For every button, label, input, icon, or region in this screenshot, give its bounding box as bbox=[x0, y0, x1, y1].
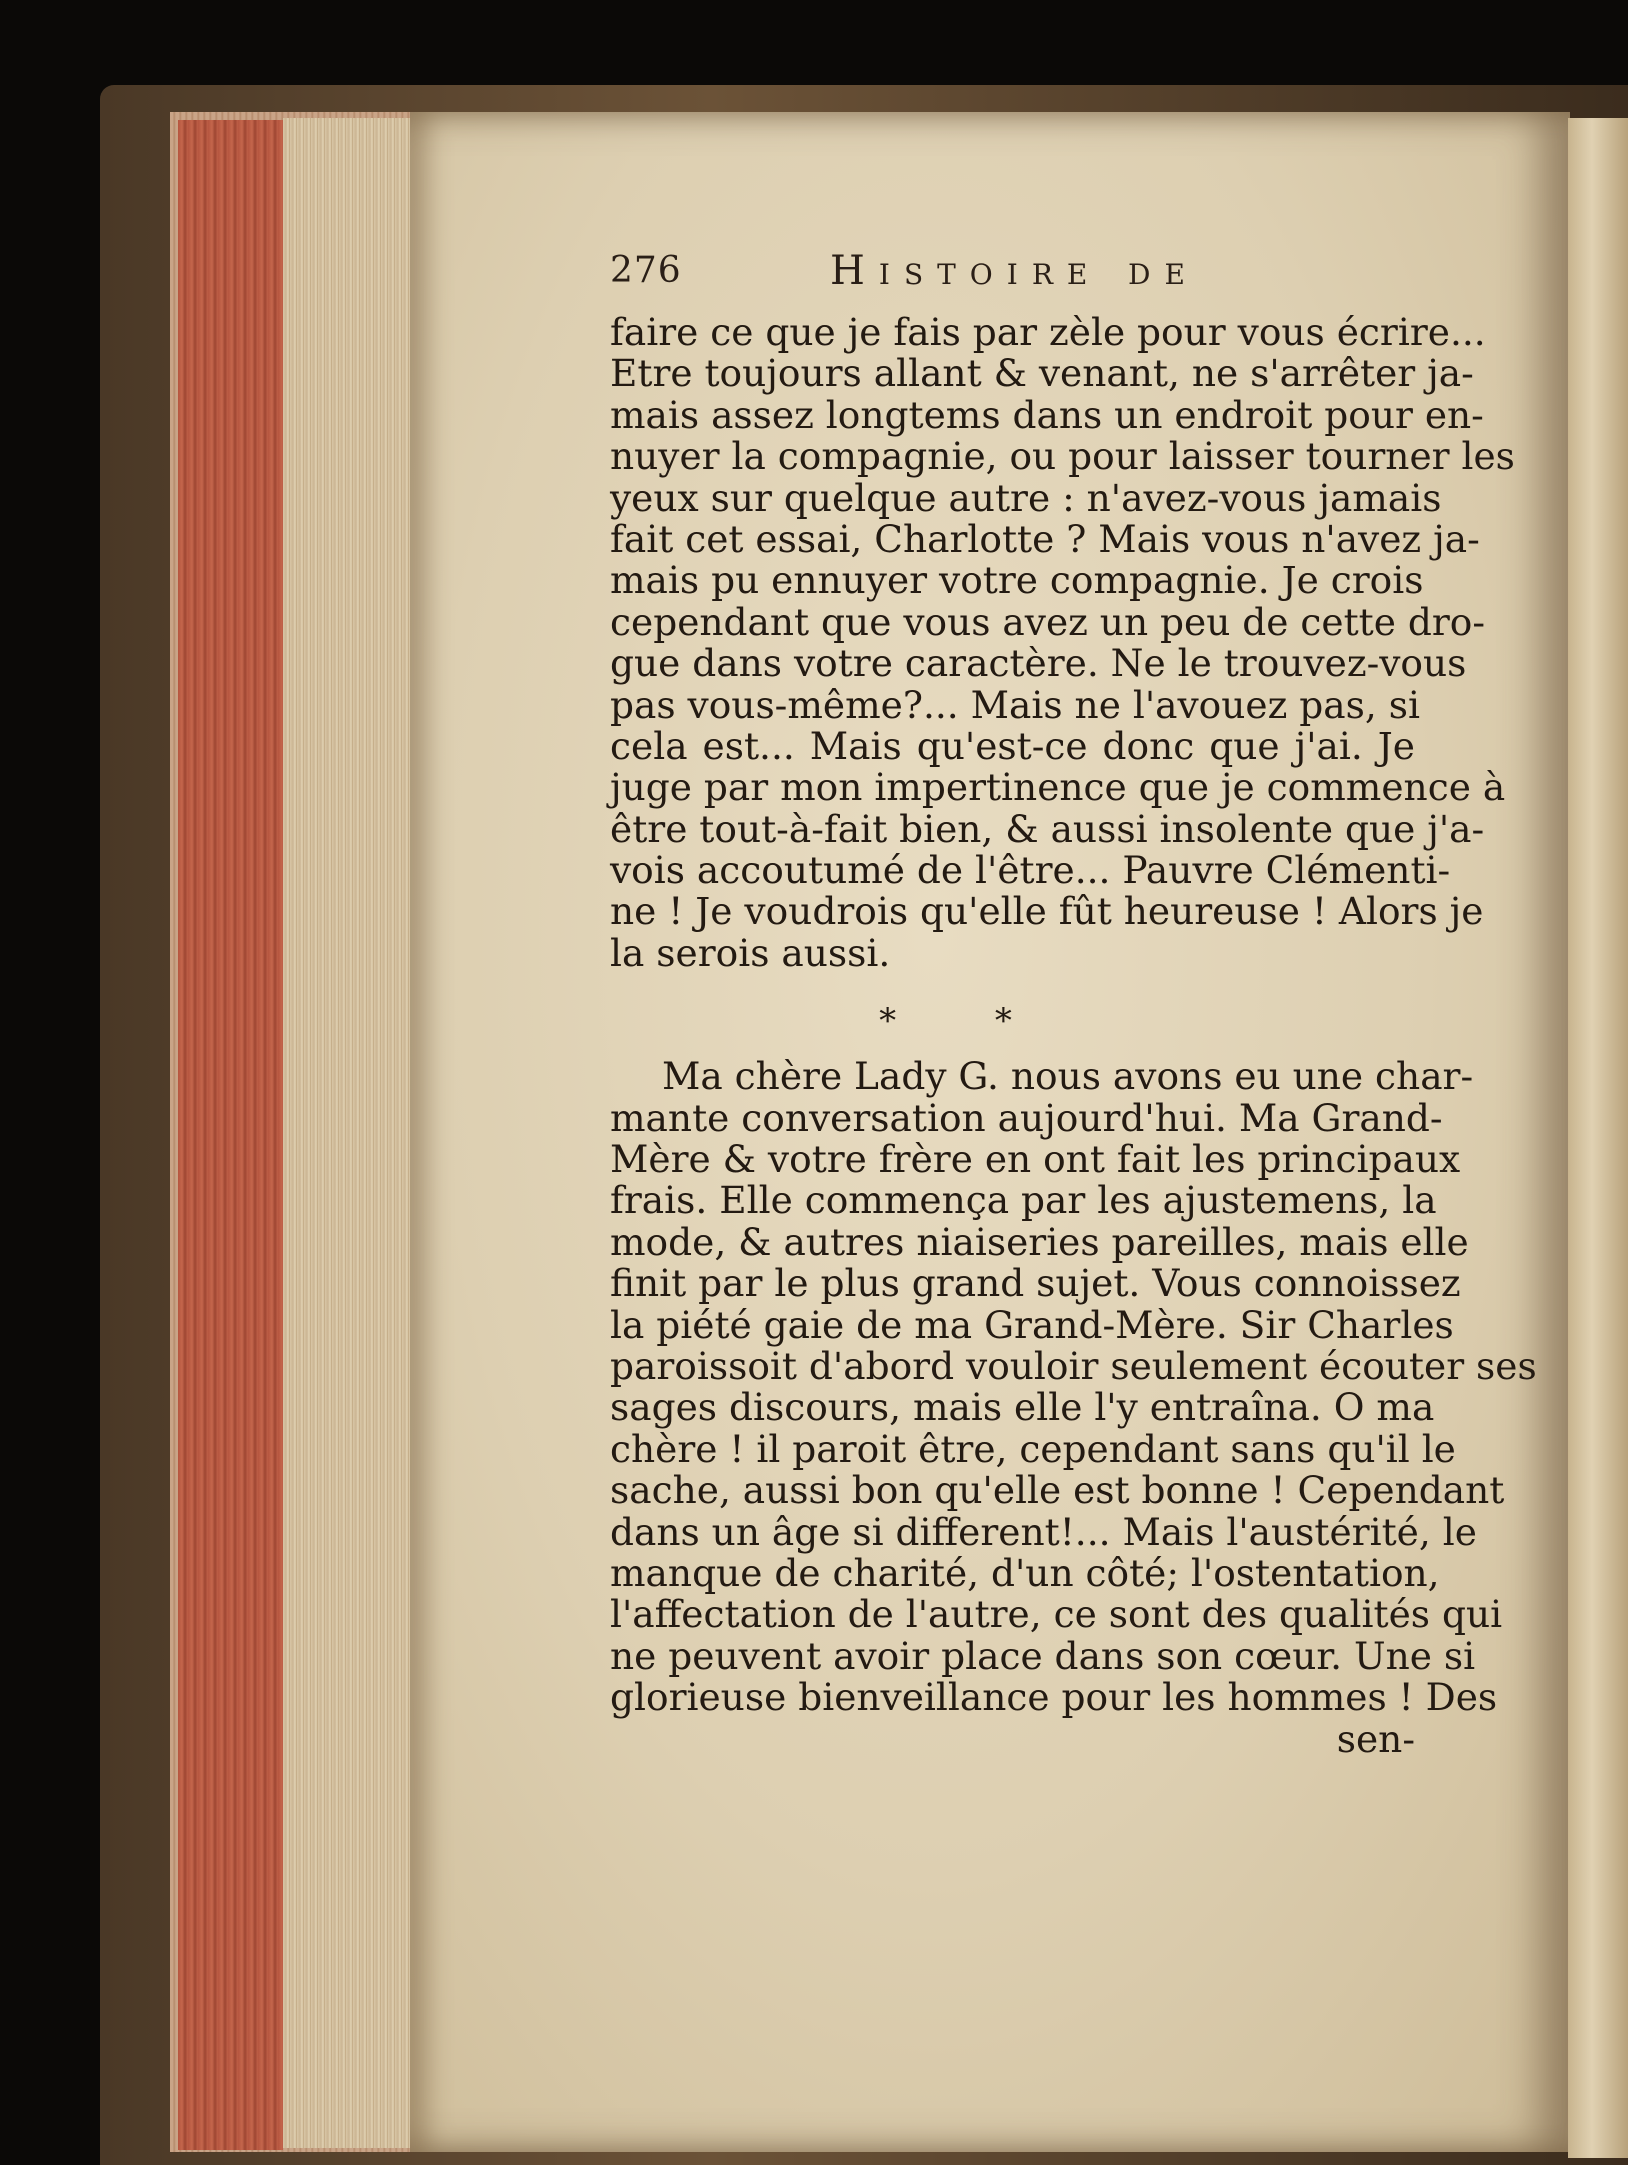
text-line: manque de charité, d'un côté; l'ostentation, bbox=[610, 1550, 1440, 1595]
text-line: être tout-à-fait bien, & aussi insolente que j'a- bbox=[610, 806, 1485, 851]
text-line: mais pu ennuyer votre compagnie. Je crois bbox=[610, 558, 1424, 603]
text-line: yeux sur quelque autre : n'avez-vous jamais bbox=[610, 475, 1442, 520]
text-line: Ma chère Lady G. nous avons eu une char- bbox=[662, 1054, 1474, 1099]
text-line: mais assez longtems dans un endroit pour en- bbox=[610, 392, 1484, 437]
text-line: faire ce que je fais par zèle pour vous écrire... bbox=[610, 310, 1486, 354]
text-line: sages discours, mais elle l'y entraîna. O ma bbox=[610, 1385, 1435, 1430]
text-line: glorieuse bienveillance pour les hommes ! Des bbox=[610, 1675, 1498, 1720]
red-page-edge bbox=[178, 120, 283, 2150]
text-line: mode, & autres niaiseries pareilles, mais elle bbox=[610, 1219, 1469, 1264]
text-line: gue dans votre caractère. Ne le trouvez-vous bbox=[610, 641, 1467, 686]
running-head bbox=[610, 250, 1300, 296]
paragraph-1 bbox=[610, 310, 1515, 975]
text-line: chère ! il paroit être, cependant sans qu'il le bbox=[610, 1426, 1456, 1471]
text-line: finit par le plus grand sujet. Vous connoissez bbox=[610, 1261, 1461, 1306]
page-edges bbox=[283, 118, 413, 2148]
text-line: la serois aussi. bbox=[610, 930, 891, 975]
text-line: la piété gaie de ma Grand-Mère. Sir Charles bbox=[610, 1302, 1454, 1347]
text-block bbox=[610, 310, 1537, 1761]
running-title: Histoire de bbox=[830, 248, 1199, 294]
text-line: frais. Elle commença par les ajustemens, la bbox=[610, 1178, 1437, 1223]
facing-page-edge bbox=[1568, 118, 1628, 2158]
text-line: ne ! Je voudrois qu'elle fût heureuse ! Alors je bbox=[610, 889, 1484, 934]
text-line: pas vous-même?... Mais ne l'avouez pas, si bbox=[610, 682, 1420, 727]
text-line: Etre toujours allant & venant, ne s'arrêter ja- bbox=[610, 351, 1474, 396]
text-line: vois accoutumé de l'être... Pauvre Clémenti- bbox=[610, 848, 1451, 893]
text-line: l'affectation de l'autre, ce sont des qualités qui bbox=[610, 1592, 1503, 1637]
section-separator: * * bbox=[879, 1001, 1056, 1042]
paragraph-2 bbox=[610, 1054, 1537, 1720]
text-line: fait cet essai, Charlotte ? Mais vous n'avez ja- bbox=[610, 516, 1480, 561]
text-line: nuyer la compagnie, ou pour laisser tourner les bbox=[610, 434, 1515, 479]
text-line: sache, aussi bon qu'elle est bonne ! Cependant bbox=[610, 1468, 1505, 1513]
text-line: mante conversation aujourd'hui. Ma Grand- bbox=[610, 1095, 1443, 1140]
catchword: sen- bbox=[1336, 1716, 1415, 1761]
text-line: paroissoit d'abord vouloir seulement écouter ses bbox=[610, 1343, 1537, 1388]
text-line: cependant que vous avez un peu de cette dro- bbox=[610, 599, 1486, 644]
page-number: 276 bbox=[610, 250, 682, 291]
text-line: ne peuvent avoir place dans son cœur. Une si bbox=[610, 1633, 1476, 1678]
text-line: cela est... Mais qu'est-ce donc que j'ai. Je bbox=[610, 723, 1415, 768]
text-line: dans un âge si different!... Mais l'austérité, le bbox=[610, 1509, 1477, 1554]
text-line: juge par mon impertinence que je commence à bbox=[610, 765, 1506, 810]
text-line: Mère & votre frère en ont fait les principaux bbox=[610, 1137, 1461, 1182]
